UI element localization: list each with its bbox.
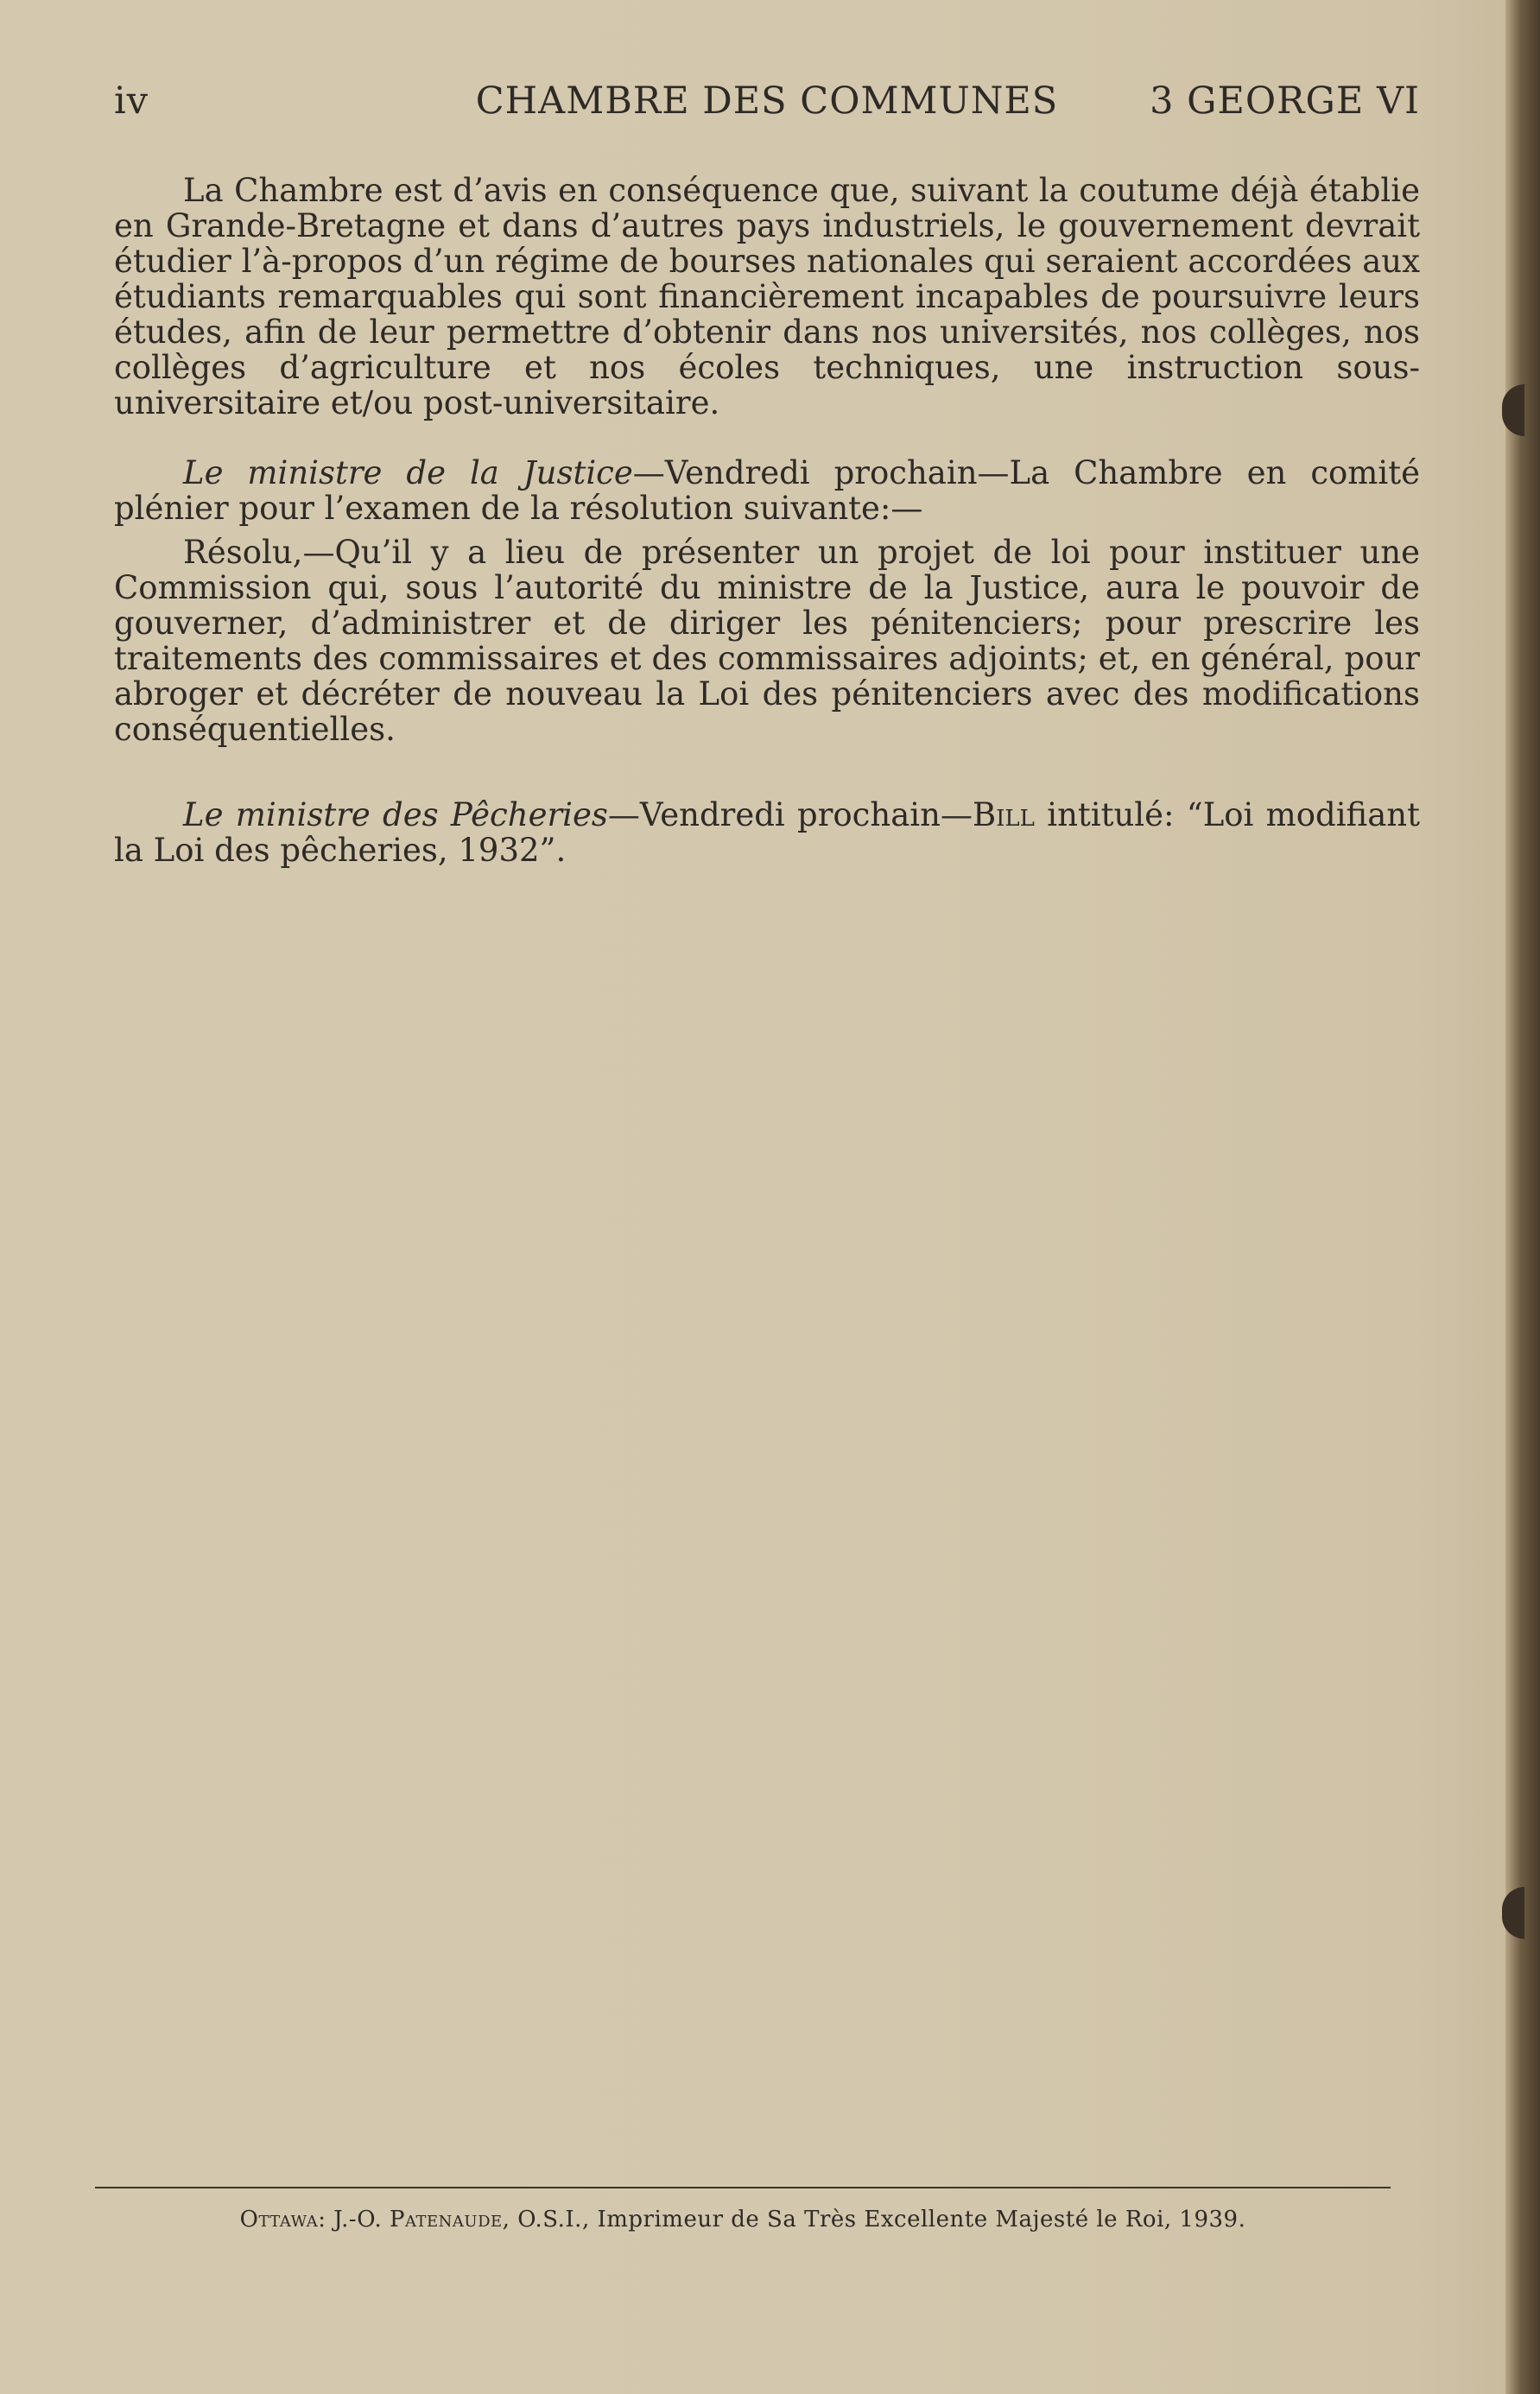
bill-label: Bill — [972, 796, 1035, 833]
paragraph-spacer — [114, 747, 1420, 797]
footer-rule — [95, 2187, 1391, 2188]
imprint-rest: , O.S.I., Imprimeur de Sa Très Excellente Majesté le Roi, 1939. — [502, 2207, 1246, 2232]
fisheries-notice-text: —Vendredi prochain— — [607, 796, 973, 833]
binding-hole-mark — [1502, 1887, 1524, 1939]
paragraph-justice-notice — [114, 455, 1420, 526]
page-header — [114, 79, 1420, 131]
bill-title-text: intitulé: “Loi modifiant la Loi des pêcheries, 1932”. — [114, 796, 1420, 869]
imprint-city: Ottawa: — [239, 2207, 326, 2232]
paragraph-resolution: Résolu,—Qu’il y a lieu de présenter un projet de loi pour instituer une Commission qui, sous l’autorité du ministre de la Justice, aura le pouvoir de gouverner, d’administrer et de diriger les pénitenciers; pour prescrire les traitements des commissaires et des commissaires adjoints; et, en général, pour abroger et décréter de nouveau la Loi des pénitenciers avec des modifications conséquentielles. — [114, 534, 1420, 748]
regnal-year: 3 GEORGE VI — [1150, 79, 1420, 123]
minister-justice-label: Le ministre de la Justice — [183, 454, 633, 491]
justice-notice-text: —Vendredi prochain—La Chambre en comité plénier pour l’examen de la résolution suivante:— — [114, 454, 1420, 527]
paragraph-spacer — [114, 421, 1420, 455]
running-title: CHAMBRE DES COMMUNES — [475, 79, 1059, 123]
imprint-initials: J.-O. — [326, 2207, 390, 2232]
printer-imprint — [95, 2207, 1391, 2232]
paragraph-scholarships: La Chambre est d’avis en conséquence que, suivant la coutume déjà établie en Grande-Bretagne et dans d’autres pays industriels, le gouvernement devrait étudier l’à-propos d’un régime de bourses nationales qui seraient accordées aux étudiants remarquables qui sont financièrement incapables de poursuivre leurs études, afin de leur permettre d’obtenir dans nos universités, nos collèges, nos collèges d’agriculture et nos écoles techniques, une instruction sous-universitaire et/ou post-universitaire. — [114, 172, 1420, 421]
body-text — [114, 173, 1420, 868]
binding-edge — [1505, 0, 1540, 2394]
imprint-printer-name: Patenaude — [390, 2207, 503, 2232]
minister-fisheries-label: Le ministre des Pêcheries — [183, 796, 608, 833]
page-folio: iv — [114, 79, 149, 123]
paragraph-fisheries-notice — [114, 797, 1420, 868]
binding-hole-mark — [1502, 384, 1524, 436]
